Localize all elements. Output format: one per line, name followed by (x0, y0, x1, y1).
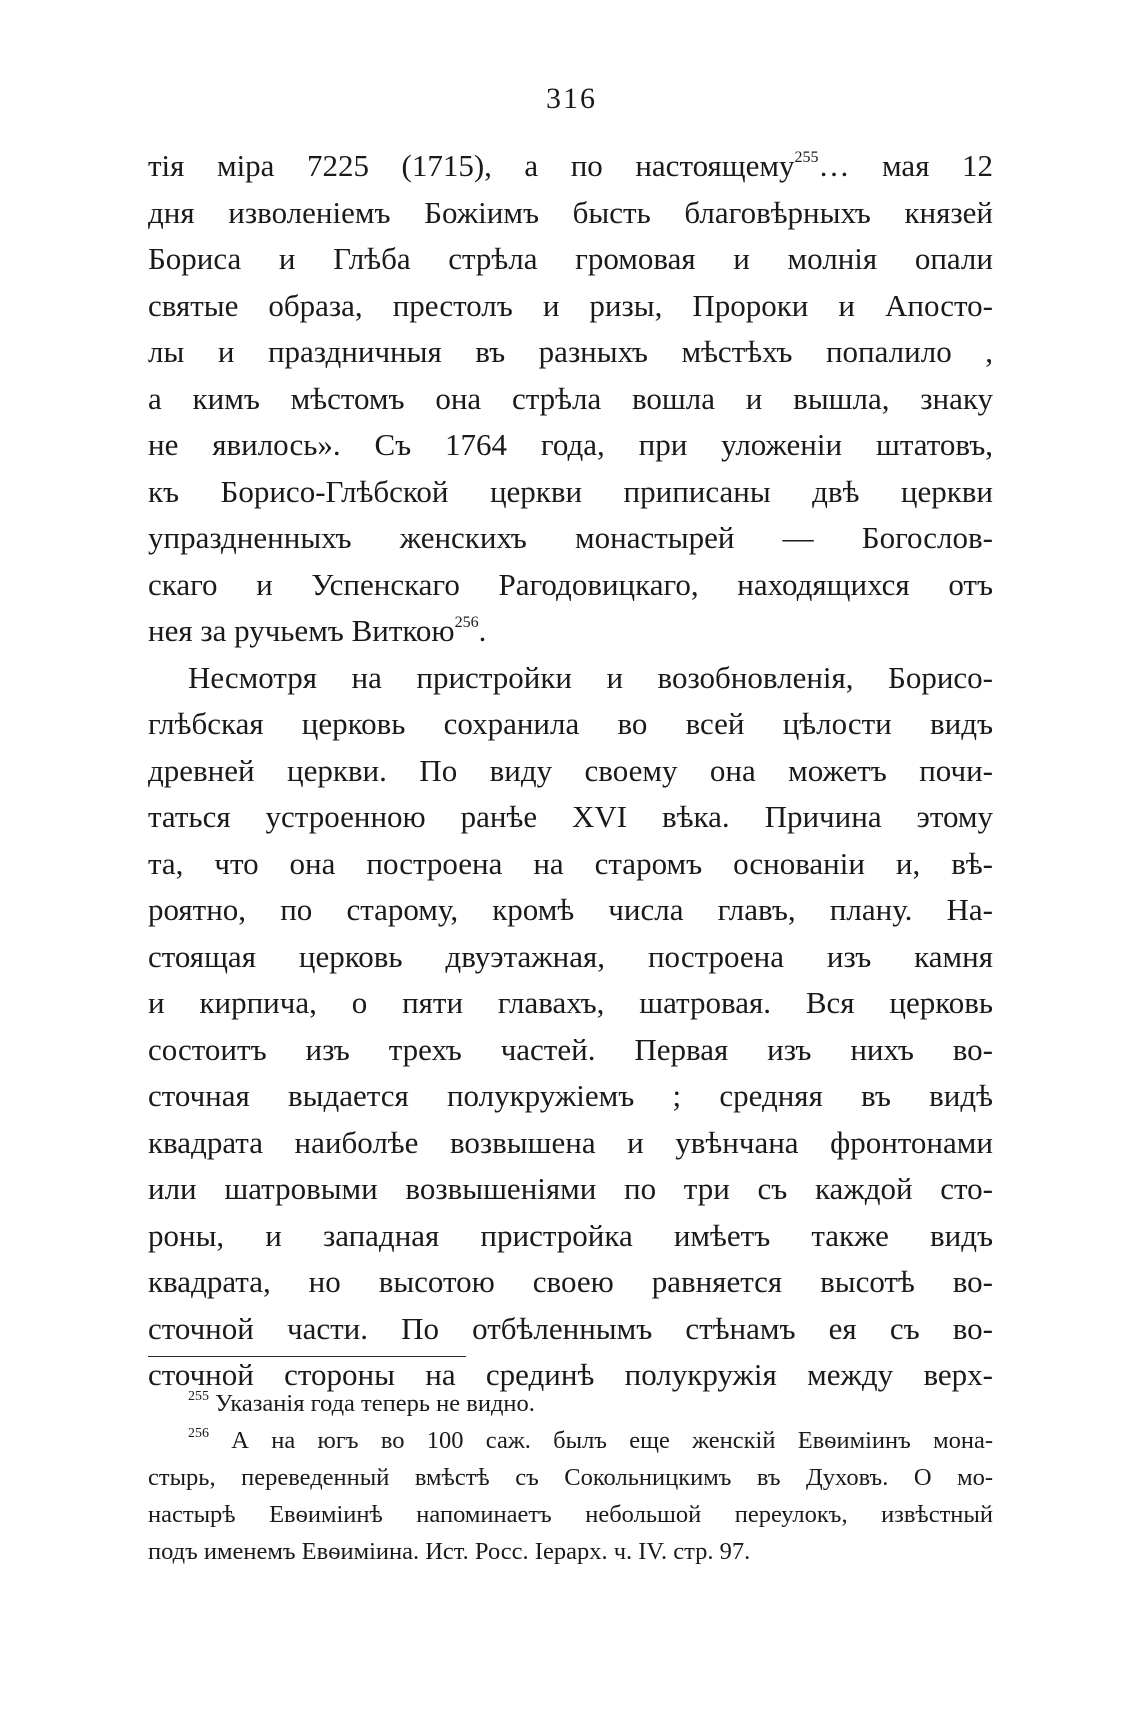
footnote-number: 255 (188, 1389, 209, 1404)
text-line (148, 655, 993, 702)
text-line (148, 934, 993, 981)
footnote-divider (148, 1356, 466, 1357)
line-text: глѣбская церковь сохранила во всей цѣлости видъ (148, 706, 993, 741)
line-text: упраздненныхъ женскихъ монастырей — Богослов- (148, 520, 993, 555)
text-line (148, 1259, 993, 1306)
line-text: и кирпича, о пяти главахъ, шатровая. Вся церковь (148, 985, 993, 1020)
text-line (148, 1306, 993, 1353)
text-line (148, 887, 993, 934)
footnote-text: А на югъ во 100 саж. былъ еще женскій Евѳиміинъ мона- (209, 1427, 993, 1454)
line-text: роятно, по старому, кромѣ числа главъ, плану. На- (148, 892, 993, 927)
text-line (148, 329, 993, 376)
line-text: сточной части. По отбѣленнымъ стѣнамъ ея съ во- (148, 1310, 993, 1346)
text-line (148, 794, 993, 841)
line-text: Несмотря на пристройки и возобновленія, Борисо- (188, 659, 993, 695)
line-text: а кимъ мѣстомъ она стрѣла вошла и вышла, знаку (148, 380, 993, 416)
line-text: древней церкви. По виду своему она можетъ почи- (148, 752, 993, 788)
footnote-text: подъ именемъ Евѳиміина. Ист. Росс. Іерарх. ч. IV. стр. 97. (148, 1538, 751, 1565)
text-line (148, 1120, 993, 1167)
footnote-line (148, 1459, 993, 1496)
line-text: или шатровыми возвышеніями по три съ каждой сто- (148, 1171, 993, 1206)
line-text-tail: … мая 12 (818, 148, 993, 183)
text-line (148, 562, 993, 609)
text-line (148, 608, 993, 655)
line-text-tail: . (478, 613, 487, 648)
footnote-reference: 256 (454, 614, 479, 631)
footnote-text: настырѣ Евѳиміинѣ напоминаетъ небольшой переулокъ, извѣстный (148, 1501, 993, 1528)
line-text: та, что она построена на старомъ основаніи и, вѣ- (148, 845, 993, 881)
footnote-line (148, 1496, 993, 1533)
line-text: Бориса и Глѣба стрѣла громовая и молнія опали (148, 241, 993, 276)
text-line (148, 980, 993, 1027)
line-text: святые образа, престолъ и ризы, Пророки и Апосто- (148, 287, 993, 323)
text-line (148, 1073, 993, 1120)
line-text: не явилось». Съ 1764 года, при уложеніи штатовъ, (148, 427, 993, 462)
line-text: квадрата наиболѣе возвышена и увѣнчана фронтонами (148, 1124, 993, 1160)
line-text: скаго и Успенскаго Рагодовицкаго, находящихся отъ (148, 566, 993, 602)
footnote-text: Указанія года теперь не видно. (209, 1390, 535, 1417)
line-text: къ Борисо-Глѣбской церкви приписаны двѣ церкви (148, 473, 993, 509)
footnote-line (148, 1422, 993, 1459)
text-line (148, 143, 993, 190)
text-line (148, 748, 993, 795)
text-line (148, 1166, 993, 1213)
text-line (148, 190, 993, 237)
line-text: стоящая церковь двуэтажная, построена изъ камня (148, 938, 993, 974)
line-text: роны, и западная пристройка имѣетъ также видъ (148, 1217, 993, 1253)
line-text: сточная выдается полукружіемъ ; средняя въ видѣ (148, 1078, 993, 1113)
main-text (148, 143, 993, 1399)
line-text: квадрата, но высотою своею равняется высотѣ во- (148, 1264, 993, 1299)
text-line (148, 236, 993, 283)
footnote-line (148, 1533, 993, 1570)
footnote-line (148, 1385, 993, 1422)
line-text: нея за ручьемъ Виткою (148, 613, 455, 648)
line-text: состоитъ изъ трехъ частей. Первая изъ нихъ во- (148, 1031, 993, 1067)
text-line (148, 376, 993, 423)
text-line (148, 701, 993, 748)
text-line (148, 283, 993, 330)
footnotes (148, 1385, 993, 1570)
footnote-number: 256 (188, 1426, 209, 1441)
line-text: лы и праздничныя въ разныхъ мѣстѣхъ попалило , (148, 334, 993, 369)
line-text: дня изволеніемъ Божіимъ бысть благовѣрныхъ князей (148, 194, 993, 230)
footnote-reference: 255 (794, 149, 819, 166)
text-line (148, 1027, 993, 1074)
text-line (148, 841, 993, 888)
text-line (148, 422, 993, 469)
text-line (148, 469, 993, 516)
line-text: тія міра 7225 (1715), а по настоящему (148, 148, 795, 183)
text-line (148, 1213, 993, 1260)
line-text: сточной стороны на срединѣ полукружія между верх- (148, 1357, 993, 1392)
text-line (148, 515, 993, 562)
footnote-text: стырь, переведенный вмѣстѣ съ Сокольницкимъ въ Духовъ. О мо- (148, 1464, 993, 1491)
page-number: 316 (546, 82, 597, 115)
line-text: таться устроенною ранѣе XVI вѣка. Причина этому (148, 799, 993, 834)
